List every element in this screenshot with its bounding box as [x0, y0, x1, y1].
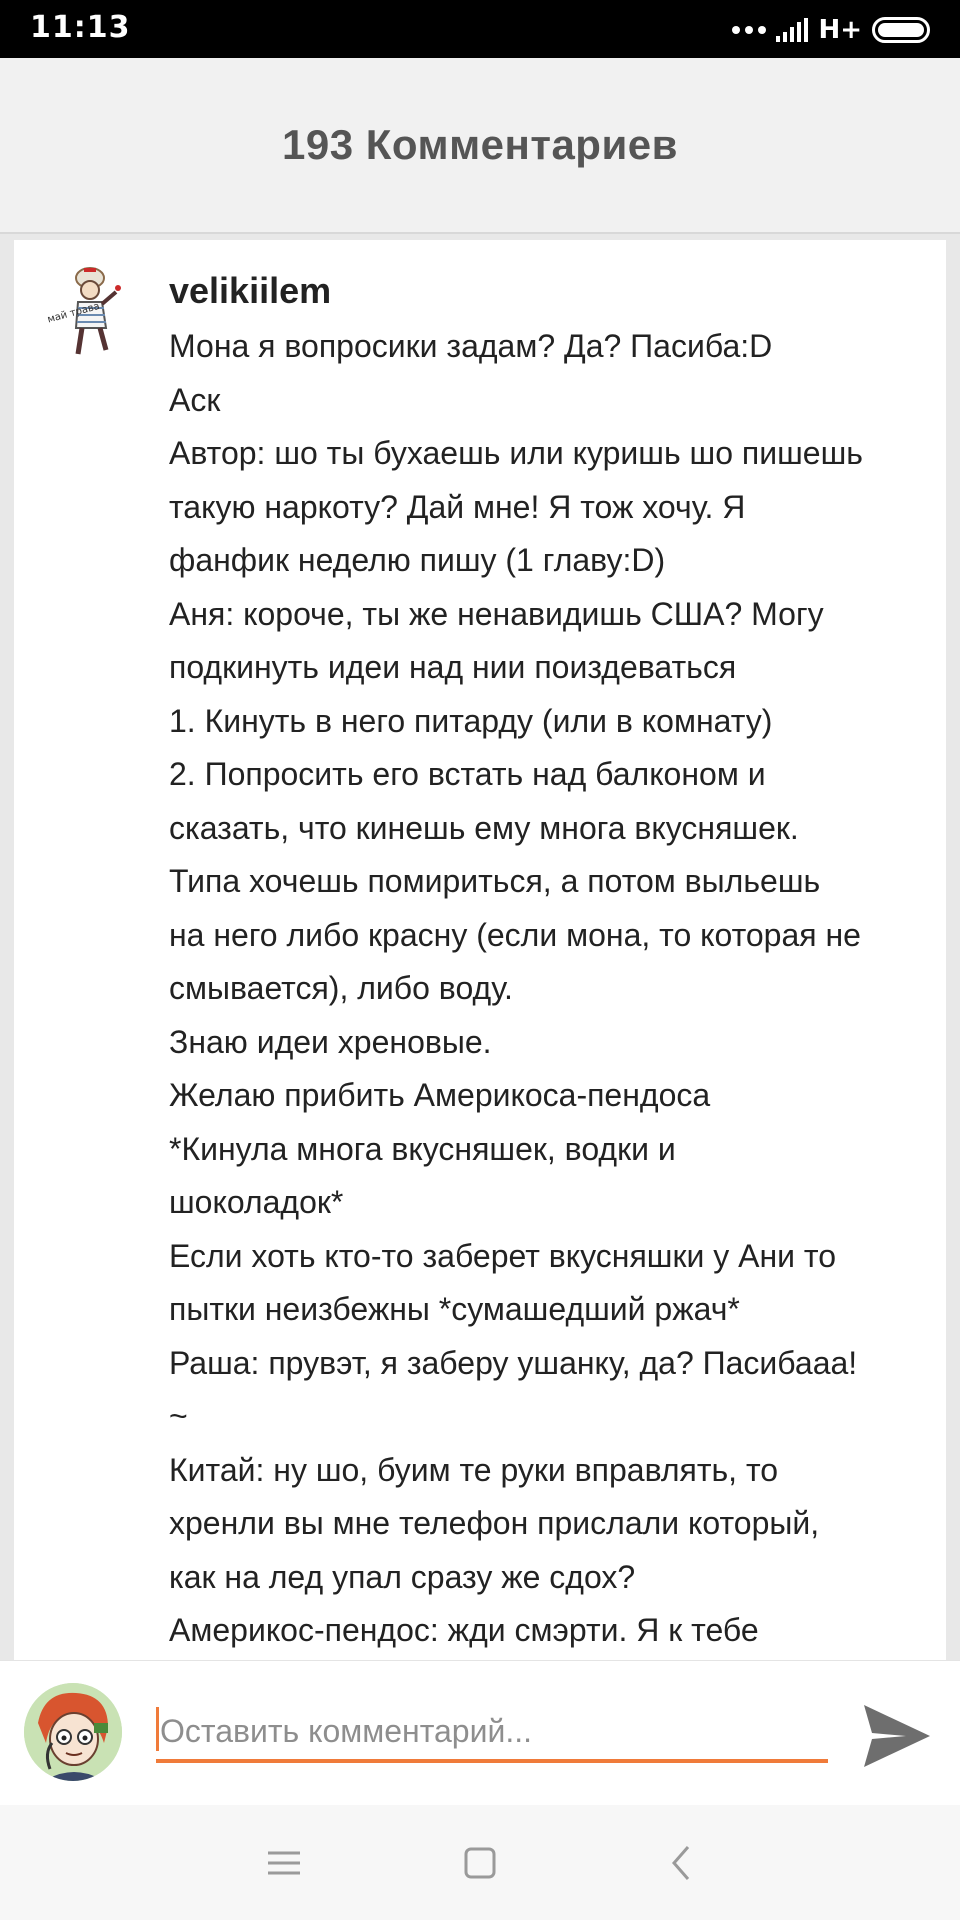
- comment-line: подкинуть идеи над нии поиздеваться: [169, 649, 737, 685]
- system-nav-bar: [0, 1805, 960, 1920]
- comment-line: смывается), либо воду.: [169, 970, 513, 1006]
- comment-line: ~: [169, 1398, 188, 1434]
- comment-line: Аск: [169, 381, 221, 418]
- comment-input[interactable]: [160, 1703, 820, 1759]
- home-icon[interactable]: [458, 1841, 502, 1885]
- menu-icon[interactable]: [262, 1841, 306, 1885]
- comment-card: [14, 240, 946, 1660]
- comment-line: Если хоть кто-то заберет вкусняшки у Ани то: [169, 1237, 836, 1274]
- comment-line: сказать, что кинешь ему многа вкусняшек.: [169, 809, 799, 846]
- user-avatar[interactable]: [24, 1683, 122, 1781]
- status-icons: [732, 13, 930, 47]
- comment-line: хренли вы мне телефон прислали который,: [169, 1505, 820, 1541]
- more-dots-icon: [732, 26, 766, 34]
- comment-line: как на лед упал сразу же сдох?: [169, 1558, 636, 1595]
- author-avatar[interactable]: [44, 258, 134, 368]
- comment-line: фанфик неделю пишу (1 главу:D): [169, 542, 666, 578]
- comment-line: 1. Кинуть в него питарду (или в комнату): [169, 702, 773, 739]
- status-bar: [0, 0, 960, 58]
- comment-composer: [0, 1660, 960, 1805]
- comment-text: [169, 320, 949, 1658]
- battery-icon: [872, 17, 930, 43]
- network-type: H+: [818, 15, 862, 45]
- send-icon: [862, 1703, 932, 1769]
- comment-line: Аня: короче, ты же ненавидишь США? Могу: [169, 595, 824, 632]
- comments-list[interactable]: [0, 234, 960, 1660]
- comment-author[interactable]: velikiilem: [169, 270, 332, 311]
- comment-line: на него либо красну (если мона, то которая не: [169, 916, 861, 953]
- comment-line: шоколадок*: [169, 1184, 344, 1220]
- author-avatar-caption: май трава: [46, 300, 101, 326]
- user-avatar-drawing: [24, 1683, 122, 1781]
- send-button[interactable]: [862, 1703, 932, 1769]
- comment-input-wrap: [156, 1703, 828, 1763]
- comment-line: Америкос-пендос: жди смэрти. Я к тебе: [169, 1612, 759, 1648]
- comment-line: Раша: прувэт, я заберу ушанку, да? Пасибааа!: [169, 1344, 858, 1381]
- author-avatar-drawing: [44, 258, 134, 368]
- text-caret: [156, 1707, 159, 1751]
- comment-line: пытки неизбежны *сумашедший ржач*: [169, 1291, 740, 1327]
- comment-line: Автор: шо ты бухаешь или куришь шо пишешь: [169, 435, 863, 471]
- comment-line: Мона я вопросики задам? Да? Пасиба:D: [169, 328, 773, 364]
- comment-line: Знаю идеи хреновые.: [169, 1023, 492, 1060]
- page-title: 193 Комментариев: [282, 121, 678, 168]
- status-time: 11:13: [30, 10, 131, 45]
- comment-line: Желаю прибить Америкоса-пендоса: [169, 1077, 711, 1113]
- back-icon[interactable]: [660, 1841, 704, 1885]
- comment-line: Китай: ну шо, буим те руки вправлять, то: [169, 1451, 779, 1488]
- comments-header: [0, 58, 960, 234]
- comment-line: Типа хочешь помириться, а потом выльешь: [169, 863, 821, 899]
- comment-line: *Кинула многа вкусняшек, водки и: [169, 1130, 676, 1167]
- signal-icon: [776, 18, 808, 42]
- comment-body: [169, 266, 949, 1658]
- comment-line: такую наркоту? Дай мне! Я тож хочу. Я: [169, 488, 746, 525]
- comment-line: 2. Попросить его встать над балконом и: [169, 756, 766, 792]
